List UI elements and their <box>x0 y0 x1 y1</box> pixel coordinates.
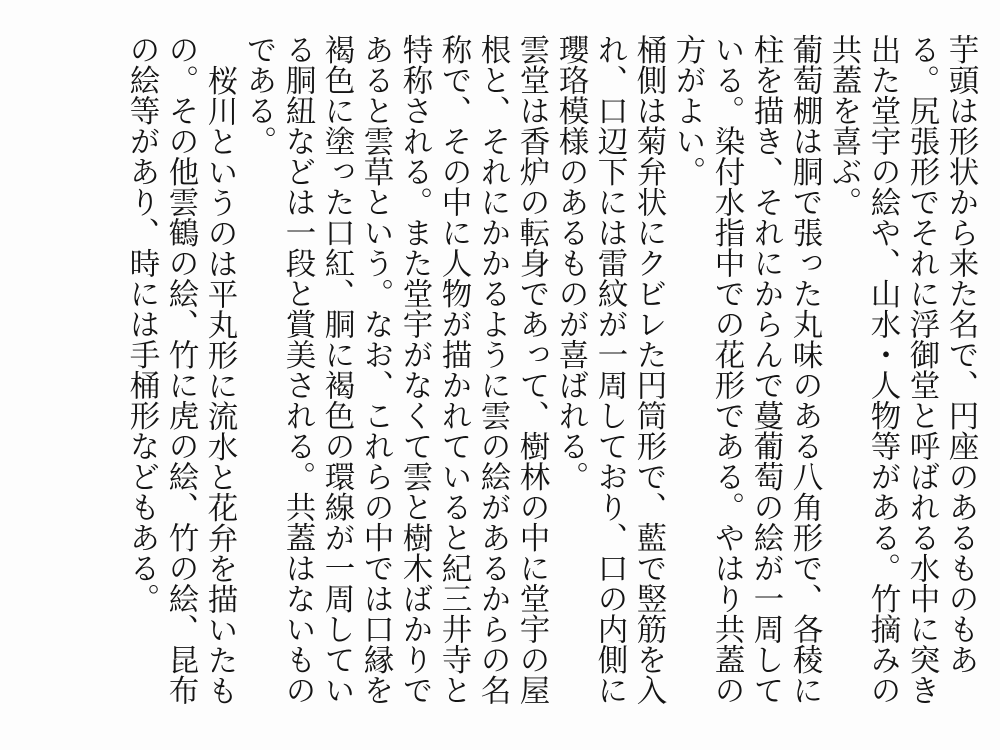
paragraph-imogashira: 芋頭は形状から来た名で、円座のあるものもある。尻張形でそれに浮御堂と呼ばれる水中に突き出た堂宇の絵や、山水・人物等がある。竹摘みの共蓋を喜ぶ。 <box>826 34 978 705</box>
paragraph-budoudana: 葡萄棚は胴で張った丸味のある八角形で、各稜に柱を描き、それにからんで蔓葡萄の絵が一周している。染付水指中での花形である。やはり共蓋の方がよい。 <box>670 34 822 705</box>
paragraph-sakuragawa: 桜川というのは平丸形に流水と花弁を描いたもの。その他雲鶴の絵、竹に虎の絵、竹の絵、昆布の絵等があり、時には手桶形などもある。 <box>124 34 237 705</box>
paragraph-undou: 雲堂は香炉の転身であって、樹林の中に堂宇の屋根と、それにかかるように雲の絵があるからの名称で、その中に人物が描かれていると紀三井寺と特称される。また堂宇がなくて雲と樹木ばかりであると雲草という。なお、これらの中では口縁を褐色に塗った口紅、胴に褐色の環線が一周している胴紐などは一段と賞美される。共蓋はないものである。 <box>241 34 549 705</box>
vertical-text-body <box>18 34 980 734</box>
paragraph-okegawa: 桶側は菊弁状にクビレた円筒形で、藍で竪筋を入れ、口辺下には雷紋が一周しており、口の内側に瓔珞模様のあるものが喜ばれる。 <box>553 34 666 705</box>
